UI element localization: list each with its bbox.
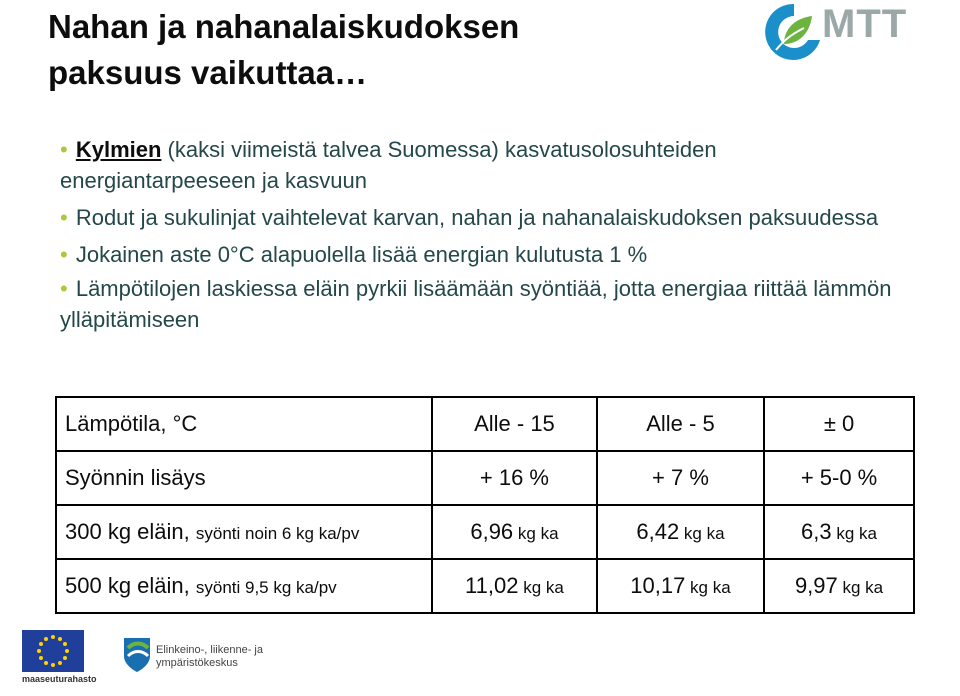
bullet-text: Lämpötilojen laskiessa eläin pyrkii lisäämään syöntiää, jotta energiaa riittää lämmön ylläpitämiseen bbox=[60, 276, 892, 332]
row-label: 500 kg eläin, syönti 9,5 kg ka/pv bbox=[56, 559, 432, 613]
eu-caption: maaseuturahasto bbox=[22, 674, 97, 684]
table-cell: Alle - 15 bbox=[432, 397, 597, 451]
table-cell: 11,02 kg ka bbox=[432, 559, 597, 613]
bullet-text: Rodut ja sukulinjat vaihtelevat karvan, nahan ja nahanalaiskudoksen paksuudessa bbox=[75, 205, 879, 230]
bullet-item-4 bbox=[60, 273, 900, 335]
row-label: 300 kg eläin, syönti noin 6 kg ka/pv bbox=[56, 505, 432, 559]
table-cell: ± 0 bbox=[764, 397, 914, 451]
eu-logo bbox=[22, 630, 97, 696]
eu-flag-icon bbox=[22, 630, 84, 672]
table-cell: 6,3 kg ka bbox=[764, 505, 914, 559]
table-cell: Alle - 5 bbox=[597, 397, 764, 451]
bullet-item-3 bbox=[60, 239, 900, 270]
table-row bbox=[56, 505, 914, 559]
ely-line-1: Elinkeino-, liikenne- ja bbox=[156, 644, 263, 656]
ely-line-2: ympäristökeskus bbox=[156, 657, 238, 669]
bullet-dot-icon: • bbox=[60, 242, 68, 267]
bullet-keyword: Kylmien bbox=[75, 137, 162, 162]
table-cell: + 5-0 % bbox=[764, 451, 914, 505]
bullet-dot-icon: • bbox=[60, 137, 68, 162]
mtt-logo bbox=[762, 0, 932, 66]
table-cell: 6,42 kg ka bbox=[597, 505, 764, 559]
mtt-leaf-icon bbox=[762, 0, 826, 64]
table-row bbox=[56, 559, 914, 613]
table-row bbox=[56, 451, 914, 505]
ely-logo bbox=[120, 634, 300, 678]
table-cell: 10,17 kg ka bbox=[597, 559, 764, 613]
ely-text bbox=[156, 644, 263, 670]
bullet-text: Jokainen aste 0°C alapuolella lisää energian kulutusta 1 % bbox=[75, 242, 648, 267]
mtt-logo-text: MTT bbox=[822, 2, 908, 46]
bullet-text: (kaksi viimeistä talvea Suomessa) kasvatusolosuhteiden energiantarpeeseen ja kasvuun bbox=[60, 137, 717, 193]
slide-title-line-1: Nahan ja nahanalaiskudoksen bbox=[48, 8, 520, 45]
bullet-dot-icon: • bbox=[60, 276, 68, 301]
bullet-dot-icon: • bbox=[60, 205, 68, 230]
table-cell: 9,97 kg ka bbox=[764, 559, 914, 613]
feed-intake-table bbox=[55, 396, 915, 614]
row-label: Syönnin lisäys bbox=[56, 451, 432, 505]
slide-title bbox=[48, 4, 748, 96]
row-label: Lämpötila, °C bbox=[56, 397, 432, 451]
ely-emblem-icon bbox=[120, 634, 154, 674]
slide-title-line-2: paksuus vaikuttaa… bbox=[48, 54, 368, 91]
bullet-list bbox=[60, 134, 900, 341]
table-row bbox=[56, 397, 914, 451]
table-cell: 6,96 kg ka bbox=[432, 505, 597, 559]
bullet-item-1 bbox=[60, 134, 900, 196]
bullet-item-2 bbox=[60, 202, 900, 233]
table-cell: + 7 % bbox=[597, 451, 764, 505]
table-cell: + 16 % bbox=[432, 451, 597, 505]
